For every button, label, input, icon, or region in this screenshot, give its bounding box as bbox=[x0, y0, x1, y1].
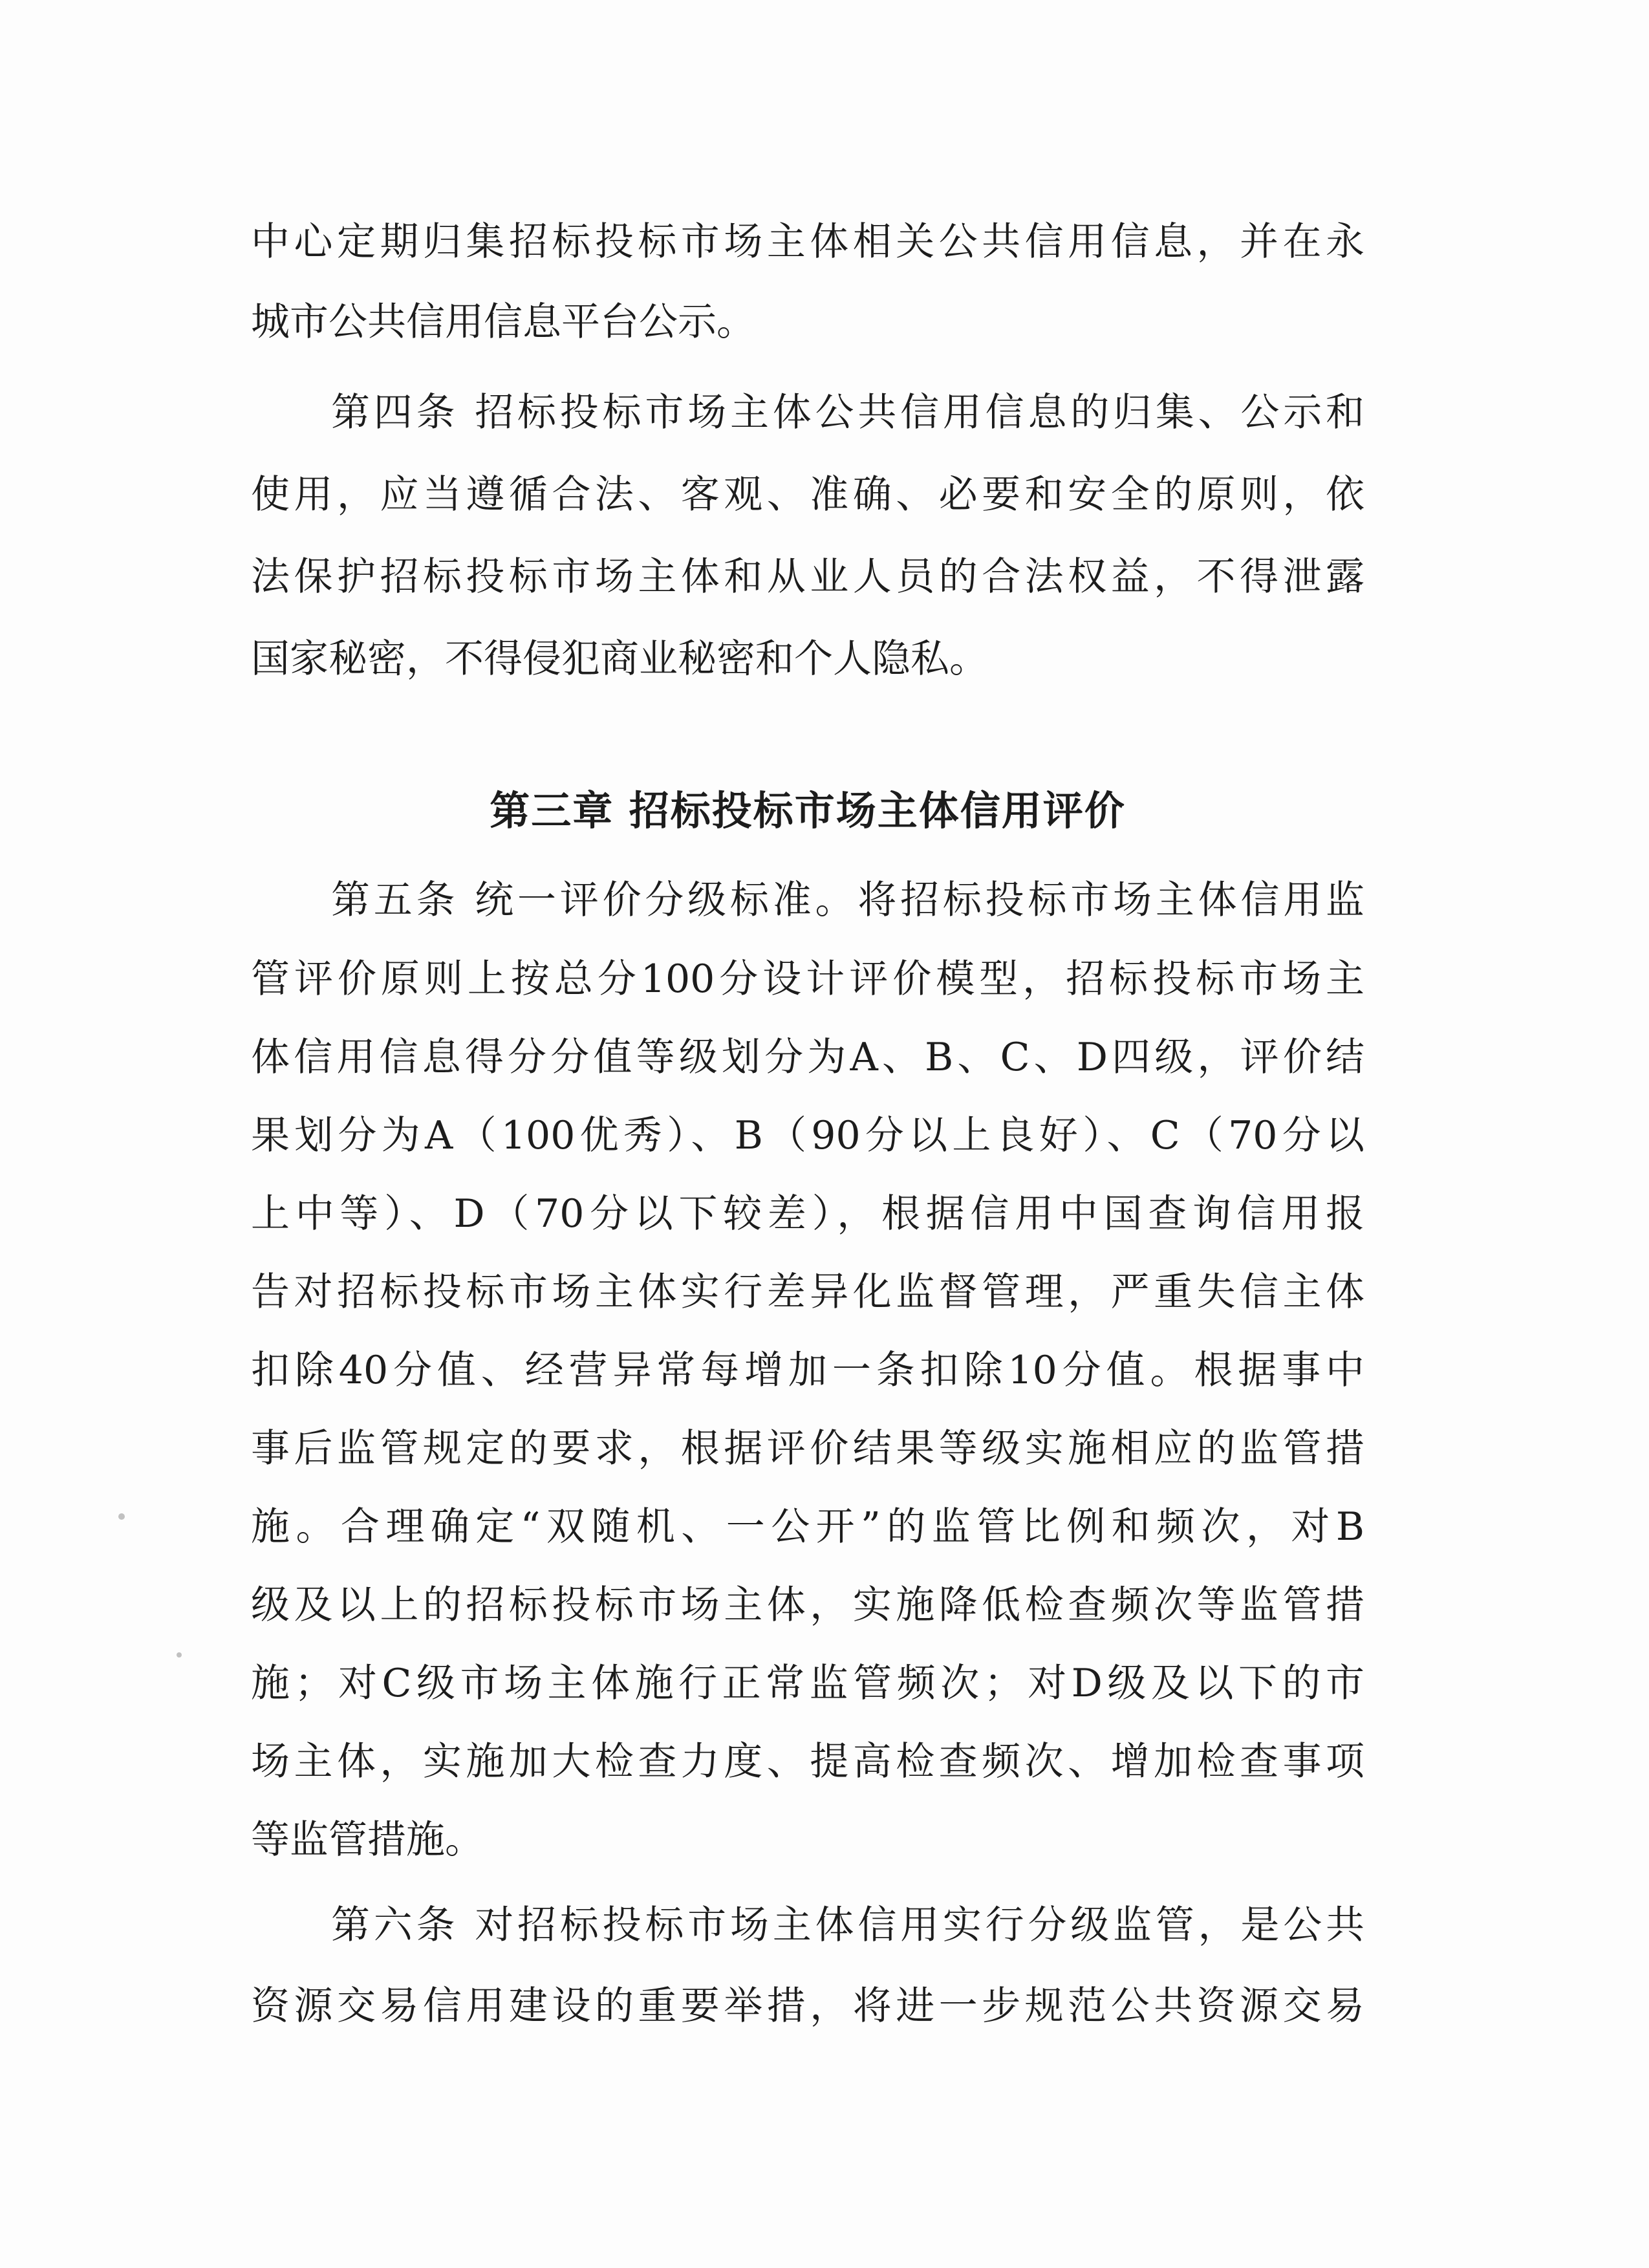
text-line: 施；对C级市场主体施行正常监管频次；对D级及以下的市 bbox=[251, 1661, 1364, 1706]
text-line: 等监管措施。 bbox=[251, 1817, 484, 1863]
text-line: 管评价原则上按总分100分设计评价模型，招标投标市场主 bbox=[251, 956, 1364, 1002]
text-line: 告对招标投标市场主体实行差异化监督管理，严重失信主体 bbox=[251, 1269, 1364, 1315]
article-5-first-line: 第五条 统一评价分级标准。将招标投标市场主体信用监 bbox=[331, 878, 1364, 923]
text-line: 上中等）、D（70分以下较差），根据信用中国查询信用报 bbox=[251, 1191, 1364, 1237]
text-line: 城市公共信用信息平台公示。 bbox=[251, 299, 755, 345]
chapter-heading: 第三章 招标投标市场主体信用评价 bbox=[490, 787, 1126, 834]
article-4-first-line: 第四条 招标投标市场主体公共信用信息的归集、公示和 bbox=[331, 390, 1364, 435]
text-line: 场主体，实施加大检查力度、提高检查频次、增加检查事项 bbox=[251, 1739, 1364, 1784]
text-line: 扣除40分值、经营异常每增加一条扣除10分值。根据事中 bbox=[251, 1348, 1364, 1393]
text-line: 事后监管规定的要求，根据评价结果等级实施相应的监管措 bbox=[251, 1426, 1364, 1471]
text-line: 国家秘密，不得侵犯商业秘密和个人隐私。 bbox=[251, 636, 988, 682]
text-line: 果划分为A（100优秀）、B（90分以上良好）、C（70分以 bbox=[251, 1113, 1364, 1158]
text-line: 资源交易信用建设的重要举措，将进一步规范公共资源交易 bbox=[251, 1983, 1364, 2029]
scan-speck bbox=[177, 1652, 182, 1658]
text-line: 使用，应当遵循合法、客观、准确、必要和安全的原则，依 bbox=[251, 472, 1364, 517]
text-line: 体信用信息得分分值等级划分为A、B、C、D四级，评价结 bbox=[251, 1035, 1364, 1080]
text-line: 施。合理确定“双随机、一公开”的监管比例和频次，对B bbox=[251, 1504, 1364, 1550]
text-line: 法保护招标投标市场主体和从业人员的合法权益，不得泄露 bbox=[251, 554, 1364, 599]
scan-speck bbox=[118, 1513, 125, 1520]
article-6-first-line: 第六条 对招标投标市场主体信用实行分级监管，是公共 bbox=[331, 1903, 1364, 1948]
text-line: 中心定期归集招标投标市场主体相关公共信用信息，并在永 bbox=[251, 219, 1364, 265]
text-line: 级及以上的招标投标市场主体，实施降低检查频次等监管措 bbox=[251, 1582, 1364, 1628]
